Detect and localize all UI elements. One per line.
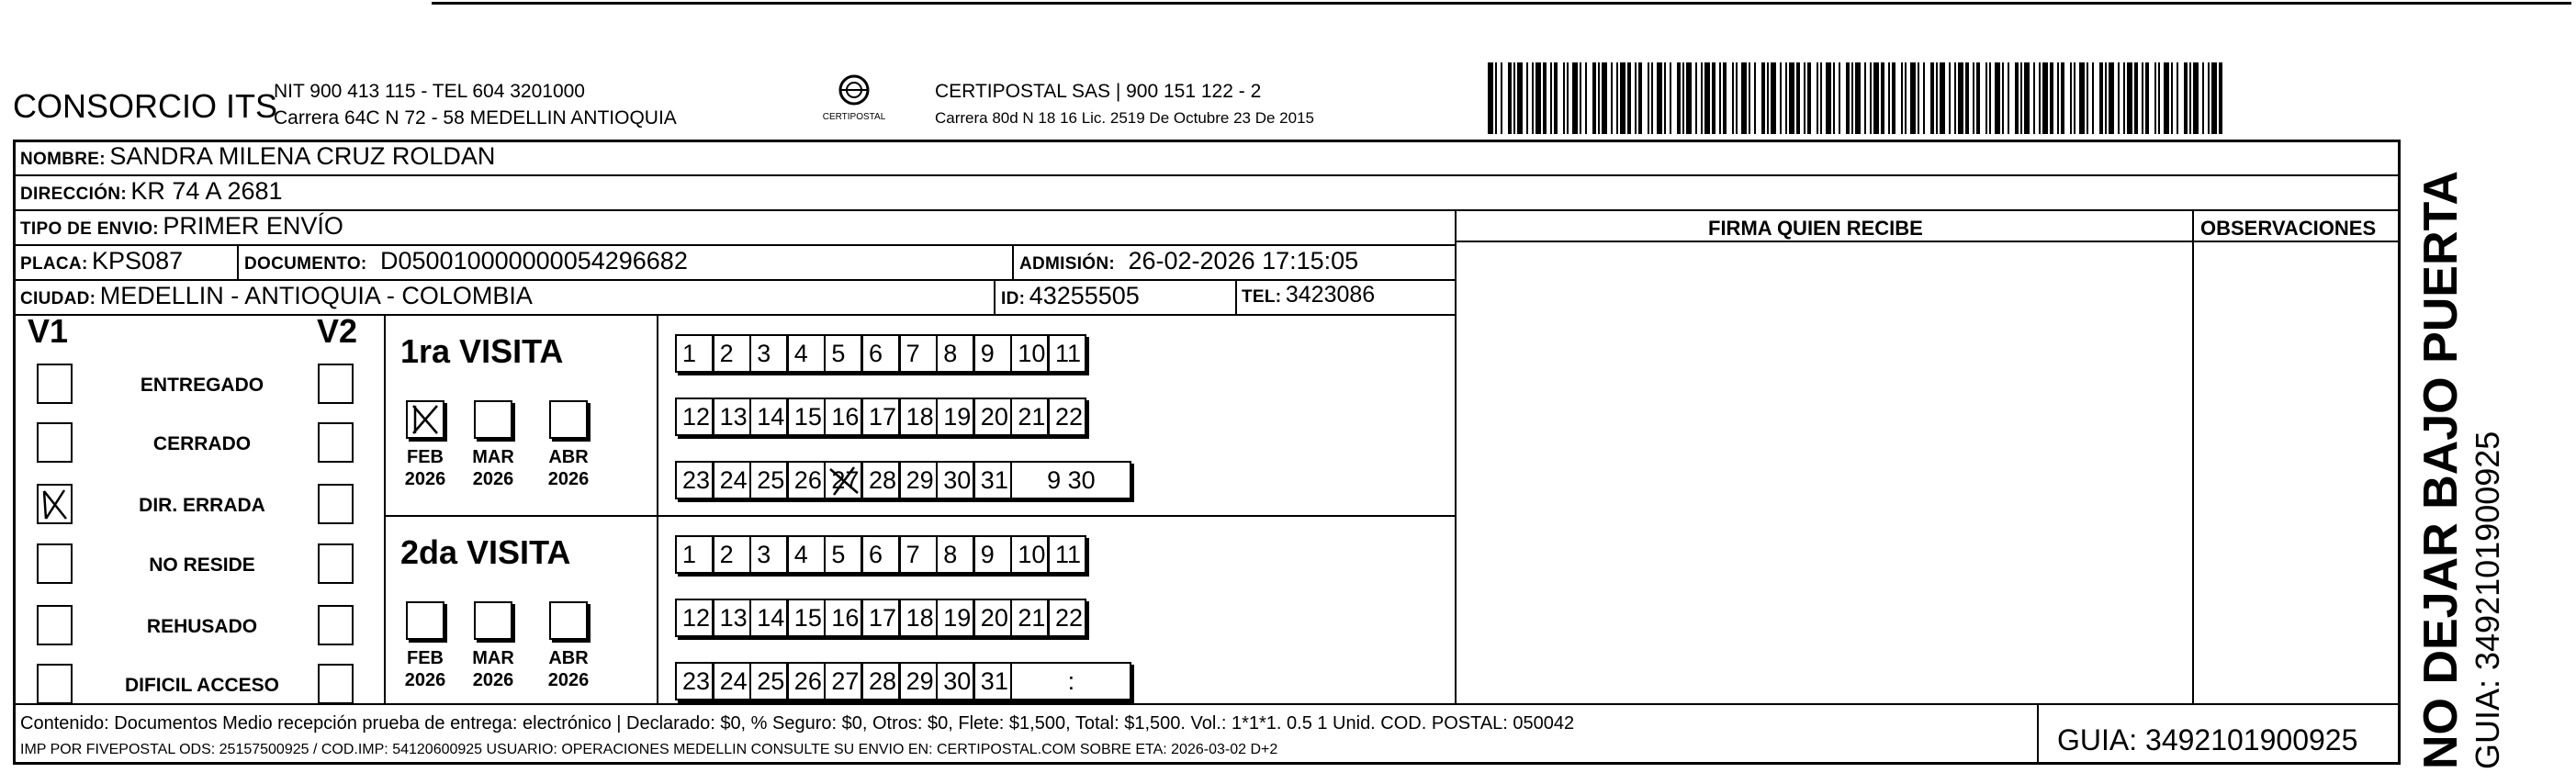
address-line: Carrera 64C N 72 - 58 MEDELLIN ANTIOQUIA (274, 107, 677, 129)
calendar-day[interactable]: 8 (936, 535, 974, 574)
certipostal-logo (817, 72, 891, 127)
barcode-bar (1567, 62, 1569, 134)
month-checkbox[interactable] (549, 601, 588, 640)
nombre-value: SANDRA MILENA CRUZ ROLDAN (109, 142, 496, 170)
barcode-bar (1985, 62, 1987, 134)
barcode-bar (1870, 62, 1872, 134)
month-name: FEB (407, 447, 444, 467)
barcode-bar (2099, 62, 2103, 134)
calendar-day[interactable]: 15 (787, 398, 826, 436)
month-checkbox[interactable] (474, 400, 512, 439)
calendar-day[interactable]: 18 (899, 398, 938, 436)
month-label (541, 647, 596, 691)
calendar-day[interactable]: 6 (861, 334, 900, 373)
calendar-day[interactable]: 22 (1048, 599, 1086, 637)
calendar-day[interactable]: 12 (675, 599, 714, 637)
nombre-row (20, 142, 495, 171)
barcode-bar (1695, 62, 1697, 134)
calendar-day[interactable]: 31 (973, 461, 1012, 499)
month-label (466, 446, 521, 490)
status-label: REHUSADO (146, 616, 258, 637)
barcode-bar (1664, 62, 1666, 134)
calendar-day[interactable]: 7 (899, 535, 938, 574)
barcode-bar (2105, 62, 2107, 134)
barcode-bar (1754, 62, 1756, 134)
barcode-bar (1704, 62, 1710, 134)
admision-label: ADMISIÓN: (1019, 254, 1116, 274)
barcode-bar (1864, 62, 1866, 134)
barcode-bar (1888, 62, 1890, 134)
barcode-bar (1701, 62, 1703, 134)
barcode-bar (1936, 62, 1938, 134)
placa-field (20, 247, 183, 275)
barcode-bar (1789, 62, 1794, 134)
tel-label: TEL: (1242, 287, 1282, 307)
calendar-day[interactable]: 9 (973, 334, 1012, 373)
barcode-bar (2118, 62, 2120, 134)
barcode-bar (1616, 62, 1618, 134)
month-year: 2026 (404, 670, 446, 690)
admision-field (1019, 247, 1358, 275)
side-text (2413, 171, 2507, 769)
barcode-bar (2020, 62, 2022, 134)
v2-checkbox[interactable] (318, 543, 354, 584)
calendar-day[interactable]: 28 (861, 662, 900, 700)
barcode-bar (2142, 62, 2143, 134)
barcode-bar (1973, 62, 1974, 134)
barcode-bar (1657, 62, 1662, 134)
barcode-bar (2092, 62, 2094, 134)
barcode-bar (1785, 62, 1787, 134)
barcode-bar (1892, 62, 1895, 134)
month-label (466, 647, 521, 691)
firma-label: FIRMA QUIEN RECIBE (1708, 217, 1923, 240)
barcode-bar (2079, 62, 2085, 134)
barcode-bar (2202, 62, 2204, 134)
calendar-day[interactable]: 17 (861, 599, 900, 637)
barcode-bar (2127, 62, 2132, 134)
barcode-bar (1719, 62, 1721, 134)
barcode-bar (2015, 62, 2019, 134)
barcode-bar (1670, 62, 1671, 134)
v1-checkbox[interactable] (37, 543, 73, 584)
barcode (1488, 62, 2222, 134)
v1-header: V1 (28, 312, 69, 350)
direccion-label: DIRECCIÓN: (20, 185, 127, 204)
calendar-day[interactable]: 11 (1048, 535, 1086, 574)
direccion-row (20, 177, 283, 206)
barcode-bar (1749, 62, 1750, 134)
barcode-bar (1732, 62, 1734, 134)
month-checkbox[interactable] (474, 601, 512, 640)
barcode-bar (1535, 62, 1541, 134)
calendar-day[interactable]: 29 (899, 662, 938, 700)
barcode-bar (1495, 62, 1497, 134)
calendar-day[interactable]: 22 (1048, 398, 1086, 436)
barcode-bar (1881, 62, 1884, 134)
barcode-bar (1873, 62, 1879, 134)
calendar-day[interactable]: 4 (787, 535, 826, 574)
visit-time-field[interactable]: 9 30 (1010, 461, 1131, 499)
barcode-bar (1572, 62, 1578, 134)
calendar-day[interactable]: 24 (713, 461, 751, 499)
barcode-bar (2039, 62, 2041, 134)
barcode-bar (2177, 62, 2178, 134)
id-value: 43255505 (1029, 282, 1140, 309)
calendar-day[interactable]: 19 (936, 599, 974, 637)
status-label: NO RESIDE (149, 554, 255, 576)
barcode-bar (1851, 62, 1853, 134)
calendar-day[interactable]: 6 (861, 535, 900, 574)
barcode-bar (2145, 62, 2149, 134)
calendar-day[interactable]: 8 (936, 334, 974, 373)
certi-line2: Carrera 80d N 18 16 Lic. 2519 De Octubre 23 De 2015 (935, 109, 1314, 127)
barcode-bar (1563, 62, 1565, 134)
calendar-day[interactable]: 27 (824, 461, 862, 499)
calendar-day[interactable]: 21 (1010, 599, 1049, 637)
barcode-bar (1804, 62, 1805, 134)
month-name: MAR (472, 648, 514, 668)
documento-field (244, 247, 688, 275)
barcode-bar (1508, 62, 1512, 134)
barcode-bar (1488, 62, 1493, 134)
calendar-day[interactable]: 13 (713, 398, 751, 436)
barcode-bar (1780, 62, 1782, 134)
v2-checkbox[interactable] (318, 484, 354, 524)
documento-label: DOCUMENTO: (244, 254, 367, 274)
tel-value: 3423086 (1285, 282, 1376, 308)
observaciones-label: OBSERVACIONES (2200, 217, 2377, 240)
calendar-day[interactable]: 25 (749, 662, 788, 700)
calendar-day[interactable]: 26 (787, 461, 826, 499)
ciudad-label: CIUDAD: (20, 289, 96, 308)
barcode-bar (1611, 62, 1613, 134)
barcode-bar (2109, 62, 2114, 134)
guia-number: GUIA: 3492101900925 (2057, 723, 2358, 756)
visit-title: 2da VISITA (400, 533, 571, 571)
month-name: ABR (548, 648, 589, 668)
barcode-bar (1550, 62, 1552, 134)
barcode-bar (2002, 62, 2004, 134)
barcode-bar (2154, 62, 2156, 134)
barcode-bar (1817, 62, 1818, 134)
certipostal-info (935, 78, 1314, 131)
barcode-bar (2061, 62, 2064, 134)
barcode-bar (1517, 62, 1523, 134)
status-label: DIR. ERRADA (139, 495, 265, 516)
barcode-bar (1682, 62, 1684, 134)
nit-line: NIT 900 413 115 - TEL 604 3201000 (274, 81, 585, 102)
barcode-bar (2057, 62, 2059, 134)
ciudad-value: MEDELLIN - ANTIOQUIA - COLOMBIA (99, 282, 533, 309)
barcode-bar (1833, 62, 1835, 134)
barcode-bar (1761, 62, 1765, 134)
status-label: DIFICIL ACCESO (124, 675, 279, 696)
v1-checkbox[interactable] (37, 484, 73, 524)
barcode-bar (2164, 62, 2169, 134)
barcode-bar (1826, 62, 1831, 134)
barcode-bar (2087, 62, 2088, 134)
barcode-bar (2193, 62, 2199, 134)
barcode-bar (2024, 62, 2030, 134)
tipo-envio-value: PRIMER ENVÍO (163, 212, 343, 240)
barcode-bar (1592, 62, 1596, 134)
calendar-day[interactable]: 5 (824, 334, 862, 373)
barcode-bar (1940, 62, 1945, 134)
barcode-bar (1532, 62, 1534, 134)
tel-field (1242, 282, 1375, 308)
calendar-day[interactable]: 23 (675, 662, 714, 700)
barcode-bar (1918, 62, 1919, 134)
month-label (541, 446, 596, 490)
barcode-bar (1638, 62, 1642, 134)
barcode-bar (1807, 62, 1811, 134)
month-label (398, 446, 453, 490)
visit-title: 1ra VISITA (400, 332, 564, 370)
month-year: 2026 (547, 469, 590, 489)
month-checkbox[interactable] (406, 601, 444, 640)
barcode-bar (1501, 62, 1502, 134)
month-year: 2026 (472, 670, 514, 690)
barcode-bar (1839, 62, 1840, 134)
status-label: ENTREGADO (140, 375, 264, 396)
barcode-bar (1965, 62, 1969, 134)
barcode-bar (1677, 62, 1681, 134)
barcode-bar (1627, 62, 1631, 134)
calendar-day[interactable]: 1 (675, 535, 714, 574)
visit-time-field[interactable]: : (1010, 662, 1131, 700)
barcode-bar (1767, 62, 1769, 134)
barcode-bar (1585, 62, 1587, 134)
no-dejar-warning: NO DEJAR BAJO PUERTA (2414, 170, 2468, 769)
side-guia: GUIA: 3492101900925 (2469, 431, 2506, 769)
calendar-day[interactable]: 23 (675, 461, 714, 499)
v1-checkbox[interactable] (37, 364, 73, 404)
v1-checkbox[interactable] (37, 422, 73, 463)
certi-line1: CERTIPOSTAL SAS | 900 151 122 - 2 (935, 81, 1262, 102)
v2-checkbox[interactable] (318, 664, 354, 704)
barcode-bar (1723, 62, 1727, 134)
calendar-day[interactable]: 29 (899, 461, 938, 499)
month-year: 2026 (404, 469, 446, 489)
barcode-bar (1989, 62, 1991, 134)
calendar-day[interactable]: 11 (1048, 334, 1086, 373)
svg-text:CERTIPOSTAL: CERTIPOSTAL (822, 112, 886, 122)
calendar-day[interactable]: 10 (1010, 535, 1049, 574)
company-name: CONSORCIO ITS (13, 87, 278, 125)
calendar-day[interactable]: 31 (973, 662, 1012, 700)
calendar-day[interactable]: 14 (749, 398, 788, 436)
month-label (398, 647, 453, 691)
barcode-bar (2189, 62, 2191, 134)
calendar-day[interactable]: 7 (899, 334, 938, 373)
calendar-day[interactable]: 3 (749, 334, 788, 373)
barcode-bar (1620, 62, 1625, 134)
barcode-bar (2134, 62, 2138, 134)
barcode-bar (1954, 62, 1956, 134)
calendar-day[interactable]: 30 (936, 461, 974, 499)
barcode-bar (2211, 62, 2217, 134)
barcode-bar (1976, 62, 1980, 134)
barcode-bar (1995, 62, 2000, 134)
admision-value: 26-02-2026 17:15:05 (1128, 247, 1359, 274)
barcode-bar (1602, 62, 1607, 134)
month-name: MAR (472, 447, 514, 467)
barcode-bar (1598, 62, 1600, 134)
barcode-bar (1635, 62, 1637, 134)
barcode-bar (1736, 62, 1738, 134)
top-rule (432, 2, 2571, 5)
calendar-day[interactable]: 13 (713, 599, 751, 637)
placa-value: KPS087 (92, 247, 184, 274)
calendar-day[interactable]: 30 (936, 662, 974, 700)
calendar-day[interactable]: 12 (675, 398, 714, 436)
barcode-bar (2219, 62, 2222, 134)
barcode-bar (2158, 62, 2160, 134)
id-label: ID: (1001, 289, 1026, 308)
barcode-bar (1741, 62, 1747, 134)
month-checkbox[interactable] (406, 400, 444, 439)
calendar-day[interactable]: 2 (713, 535, 751, 574)
footer-imp-line: IMP POR FIVEPOSTAL ODS: 25157500925 / COD.IMP: 54120600925 USUARIO: OPERACIONES MEDELLIN CONSULTE SU ENVIO EN: CERTIPOSTAL.COM SOBRE ETA: 2026-03-02 D+2 (20, 742, 1278, 757)
calendar-day[interactable]: 10 (1010, 334, 1049, 373)
barcode-bar (2050, 62, 2053, 134)
calendar-day[interactable]: 25 (749, 461, 788, 499)
v2-checkbox[interactable] (318, 422, 354, 463)
id-field (1001, 282, 1140, 310)
barcode-bar (2123, 62, 2125, 134)
barcode-bar (1958, 62, 1963, 134)
calendar-day[interactable]: 21 (1010, 398, 1049, 436)
barcode-bar (1796, 62, 1800, 134)
calendar-day[interactable]: 16 (824, 398, 862, 436)
nombre-label: NOMBRE: (20, 150, 106, 169)
barcode-bar (1543, 62, 1547, 134)
barcode-bar (1526, 62, 1528, 134)
calendar-day[interactable]: 5 (824, 535, 862, 574)
calendar-day[interactable]: 20 (973, 599, 1012, 637)
barcode-bar (1949, 62, 1951, 134)
barcode-bar (1513, 62, 1515, 134)
barcode-bar (1846, 62, 1850, 134)
v1-checkbox[interactable] (37, 664, 73, 704)
company-info (274, 78, 677, 131)
ciudad-field (20, 282, 533, 310)
calendar-day[interactable]: 24 (713, 662, 751, 700)
barcode-bar (1651, 62, 1653, 134)
barcode-bar (1771, 62, 1776, 134)
calendar-day[interactable]: 9 (973, 535, 1012, 574)
calendar-day[interactable]: 14 (749, 599, 788, 637)
v2-checkbox[interactable] (318, 605, 354, 645)
barcode-bar (1905, 62, 1907, 134)
status-label: CERRADO (152, 433, 252, 454)
calendar-day[interactable]: 27 (824, 662, 862, 700)
barcode-bar (2171, 62, 2173, 134)
barcode-bar (2070, 62, 2072, 134)
month-checkbox[interactable] (549, 400, 588, 439)
direccion-value: KR 74 A 2681 (130, 177, 283, 205)
month-year: 2026 (472, 469, 514, 489)
month-name: FEB (407, 648, 444, 668)
calendar-day[interactable]: 28 (861, 461, 900, 499)
calendar-day[interactable]: 16 (824, 599, 862, 637)
tipo-envio-label: TIPO DE ENVIO: (20, 219, 159, 239)
barcode-bar (1648, 62, 1649, 134)
calendar-day[interactable]: 20 (973, 398, 1012, 436)
documento-value: D050010000000054296682 (380, 247, 688, 274)
calendar-day[interactable]: 19 (936, 398, 974, 436)
barcode-bar (2208, 62, 2210, 134)
calendar-day[interactable]: 26 (787, 662, 826, 700)
shipping-label-frame (13, 140, 2401, 765)
barcode-bar (1910, 62, 1916, 134)
tipo-envio-row (20, 212, 343, 241)
placa-label: PLACA: (20, 254, 88, 274)
barcode-bar (2074, 62, 2075, 134)
footer-content-line: Contenido: Documentos Medio recepción prueba de entrega: electrónico | Declarado: $0, % Seguro: $0, Otros: $0, Flete: $1,500, Total: $1,500. Vol.: 1*1*1. 0.5 1 Unid. COD. POSTAL: 050042 (20, 713, 1575, 734)
barcode-bar (2042, 62, 2048, 134)
calendar-day[interactable]: 1 (675, 334, 714, 373)
barcode-bar (2184, 62, 2188, 134)
barcode-bar (1930, 62, 1934, 134)
month-year: 2026 (547, 670, 590, 690)
barcode-bar (1580, 62, 1581, 134)
barcode-bar (1554, 62, 1558, 134)
v1-checkbox[interactable] (37, 605, 73, 645)
calendar-day[interactable]: 17 (861, 398, 900, 436)
barcode-bar (1712, 62, 1715, 134)
calendar-day[interactable]: 2 (713, 334, 751, 373)
barcode-bar (1855, 62, 1861, 134)
v2-checkbox[interactable] (318, 364, 354, 404)
barcode-bar (2033, 62, 2035, 134)
barcode-bar (1820, 62, 1822, 134)
barcode-bar (1923, 62, 1925, 134)
month-name: ABR (548, 447, 589, 467)
barcode-bar (2008, 62, 2009, 134)
barcode-bar (1901, 62, 1903, 134)
calendar-day[interactable]: 15 (787, 599, 826, 637)
calendar-day[interactable]: 4 (787, 334, 826, 373)
v2-header: V2 (317, 312, 358, 350)
barcode-bar (1686, 62, 1692, 134)
calendar-day[interactable]: 18 (899, 599, 938, 637)
calendar-day[interactable]: 3 (749, 535, 788, 574)
